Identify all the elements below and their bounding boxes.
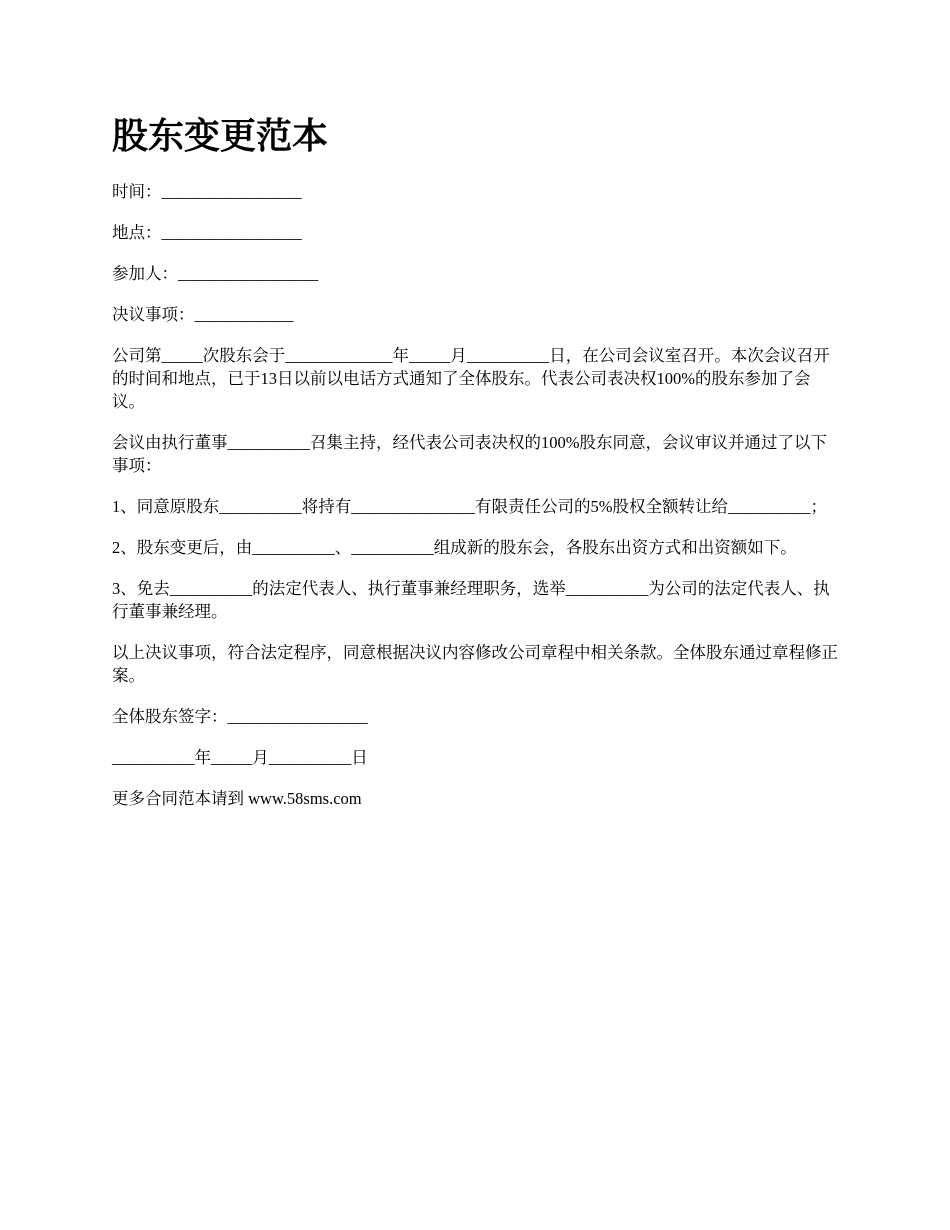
resolution-item-1: 1、同意原股东__________将持有_______________有限责任公司的5%股权全额转让给__________；	[112, 497, 827, 516]
shareholder-signature-line: 全体股东签字：_________________	[112, 707, 368, 726]
resolution-item-3: 3、免去__________的法定代表人、执行董事兼经理职务，选举__________为公司的法定代表人、执行董事兼经理。	[112, 579, 830, 621]
meeting-intro-paragraph: 公司第_____次股东会于_____________年_____月__________日，在公司会议室召开。本次会议召开的时间和地点，已于13日以前以电话方式通知了全体股东。代表公司表决权100%的股东参加了会议。	[112, 346, 830, 411]
signature-date-line: __________年_____月__________日	[112, 748, 368, 767]
document-body	[112, 180, 842, 828]
document-title: 股东变更范本	[112, 115, 329, 157]
resolution-item-2: 2、股东变更后，由__________、__________组成新的股东会，各股东出资方式和出资额如下。	[112, 538, 797, 557]
resolution-items-line: 决议事项：____________	[112, 305, 294, 324]
meeting-time-line: 时间：_________________	[112, 182, 302, 201]
meeting-chair-paragraph: 会议由执行董事__________召集主持，经代表公司表决权的100%股东同意，会议审议并通过了以下事项：	[112, 433, 827, 475]
footer-more-templates-note: 更多合同范本请到 www.58sms.com	[112, 789, 362, 808]
resolution-conclusion-paragraph: 以上决议事项，符合法定程序，同意根据决议内容修改公司章程中相关条款。全体股东通过章程修正案。	[112, 643, 838, 685]
meeting-location-line: 地点：_________________	[112, 223, 302, 242]
attendees-line: 参加人：_________________	[112, 264, 319, 283]
